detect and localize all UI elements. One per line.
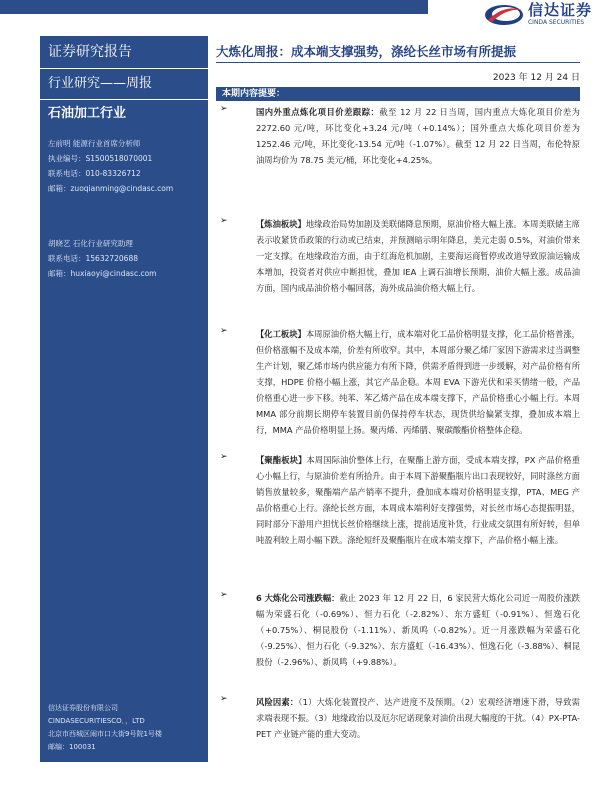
item-text: 本周原油价格大幅上行，成本端对化工品价格明显支撑，化工品价格普涨，但价格涨幅不及成本端，价差有所收窄。其中，本周部分聚乙烯厂家因下游需求过当调整生产计划，聚乙烯市场内供应能力有所下降，供需矛盾得到进一步缓解，对产品价格有所支撑，HDPE 价格小幅上涨，其它产品企稳。本周 EVA 下游光伏和采买情绪一般，产品价格重心进一步下移。纯苯、苯乙烯产品在成本端支撑下，产品价格重心小幅上行。本周 MMA 部分前期长期停车装置目前仍保持停车状态，现货供给偏紧支撑，叠加成本端上行，MMA 产品价格明显上扬。聚丙烯、丙烯腈、聚碳酸酯价格整体企稳。 [256,329,580,435]
divider [216,62,580,63]
item-heading: 【炼油板块】 [256,219,306,229]
summary-item [216,104,580,168]
summary-item [216,452,580,548]
company-info [48,702,162,754]
item-heading: 【聚酯板块】 [256,455,307,465]
summary-item [216,694,580,742]
logo-cn-text: 信达证券 [527,0,592,19]
report-header [216,36,580,101]
item-text: 地缘政治局势加剧及美联储降息预期，原油价格大幅上涨。本周美联储主席表示收紧货币政策的行动或已结束，并预测暗示明年降息，美元走弱 0.5%，对油价带来一定支撑。在地缘政治方面，由于红海危机加剧，主要海运商暂停或改道导致原油运输成本增加，投资者对供应中断担忧，叠加 IEA 上调石油增长预期，油价大幅上涨。成品油方面，国内成品油价格小幅回落，海外成品油价格大幅上行。 [256,219,580,293]
arrow-bullet-icon: ➢ [220,452,228,462]
summary-item [216,590,580,670]
company-address: 北京市西城区闹市口大街9号院1号楼 [48,730,162,738]
arrow-bullet-icon: ➢ [220,216,228,226]
item-text: 截至 12 月 22 日当周，国内重点大炼化项目价差为 2272.60 元/吨，环比变化+3.24 元/吨（+0.14%）；国外重点大炼化项目价差为 1252.46 元/吨，环比变化-13.54 元/吨（-1.07%）。截至 12 月 22 日当周，布伦特原油周均价为 78.75 美元/桶，环比变化+4.25%。 [256,107,580,165]
analyst-info-1 [48,136,173,196]
top-banner [0,0,600,30]
item-heading: 【化工板块】 [256,329,306,339]
report-category: 行业研究——周报 [40,69,208,100]
item-heading: 6 大炼化公司涨跌幅： [256,593,340,603]
top-blue-bar [0,0,428,14]
company-name-en: CINDASECURITIESCO．，LTD [48,717,145,725]
analyst2-phone: 联系电话：15632720688 [48,254,138,263]
industry-name: 石油加工行业 [48,106,127,121]
summary-item [216,216,580,296]
item-text: 本周国际油价整体上行，在聚酯上游方面，受成本端支撑，PX 产品价格重心小幅上行，与原油价差有所拾升。由于本周下游聚酯瓶片出口表现较好，同时涤丝方面销售放量较多，聚酯端产品产销率不提升，叠加成本端对价格明显支撑，PTA、MEG 产品价格重心上行。涤纶长丝方面，本周成本端利好支撑强势，对长丝市场心态提振明显，同时部分下游用户担忧长丝价格继续上涨，提前适度补货，行业成交氛围有所好转，但单吨盈利较上周小幅下跌。涤纶短纤及聚酯瓶片在成本端支撑下，产品价格小幅上涨。 [256,455,580,545]
report-type: 证券研究报告 [40,36,208,69]
report-date: 2023 年 12 月 24 日 [492,73,580,83]
key-points-label: 本期内容提要： [216,87,580,101]
company-name: 信达证券股份有限公司 [48,704,118,712]
arrow-bullet-icon: ➢ [220,590,228,600]
company-postcode: 邮编：100031 [48,743,96,751]
arrow-bullet-icon: ➢ [220,694,228,704]
summary-item [216,326,580,438]
analyst1-phone: 联系电话：010-83326712 [48,169,141,178]
cinda-logo-mark-icon [484,2,524,26]
item-text: 截止 2023 年 12 月 22 日，6 家民营大炼化公司近一周股价涨跌幅为荣盛石化（-0.69%）、恒力石化（-2.82%）、东方盛虹（-0.91%）、恒逸石化（+0.75%）、桐昆股份（-1.11%）、新凤鸣（-0.82%）。近一月涨跌幅为荣盛石化（-9.25%）、恒力石化（-9.32%）、东方盛虹（-16.43%）、恒逸石化（-3.88%）、桐昆股份（-2.96%）、新凤鸣（+9.88%）。 [256,593,580,667]
sidebar [40,36,208,762]
report-headline: 大炼化周报：成本端支撑强势，涤纶长丝市场有所提振 [216,44,517,59]
arrow-bullet-icon: ➢ [220,326,228,336]
item-heading: 风险因素： [256,697,299,707]
company-logo [484,0,592,28]
arrow-bullet-icon: ➢ [220,104,228,114]
analyst2-email[interactable]: 邮箱：huxiaoyi@cindasc.com [48,269,157,278]
analyst1-license: 执业编号：S1500518070001 [48,154,153,163]
analyst-info-2 [48,236,157,281]
analyst2-name: 胡晓艺 石化行业研究助理 [48,239,133,248]
item-heading: 国内外重点炼化项目价差跟踪： [256,107,380,117]
logo-en-text: CINDA SECURITIES [527,18,585,26]
analyst1-email[interactable]: 邮箱：zuoqianming@cindasc.com [48,184,174,193]
item-text: （1）大炼化装置投产、达产进度不及预期。（2）宏观经济增速下滑，导致需求端表现不振。（3）地缘政治以及厄尔尼诺现象对油价出现大幅度的干扰。（4）PX-PTA-PET 产业链产能的重大变动。 [256,697,580,739]
analyst1-name: 左前明 能源行业首席分析师 [48,139,141,148]
